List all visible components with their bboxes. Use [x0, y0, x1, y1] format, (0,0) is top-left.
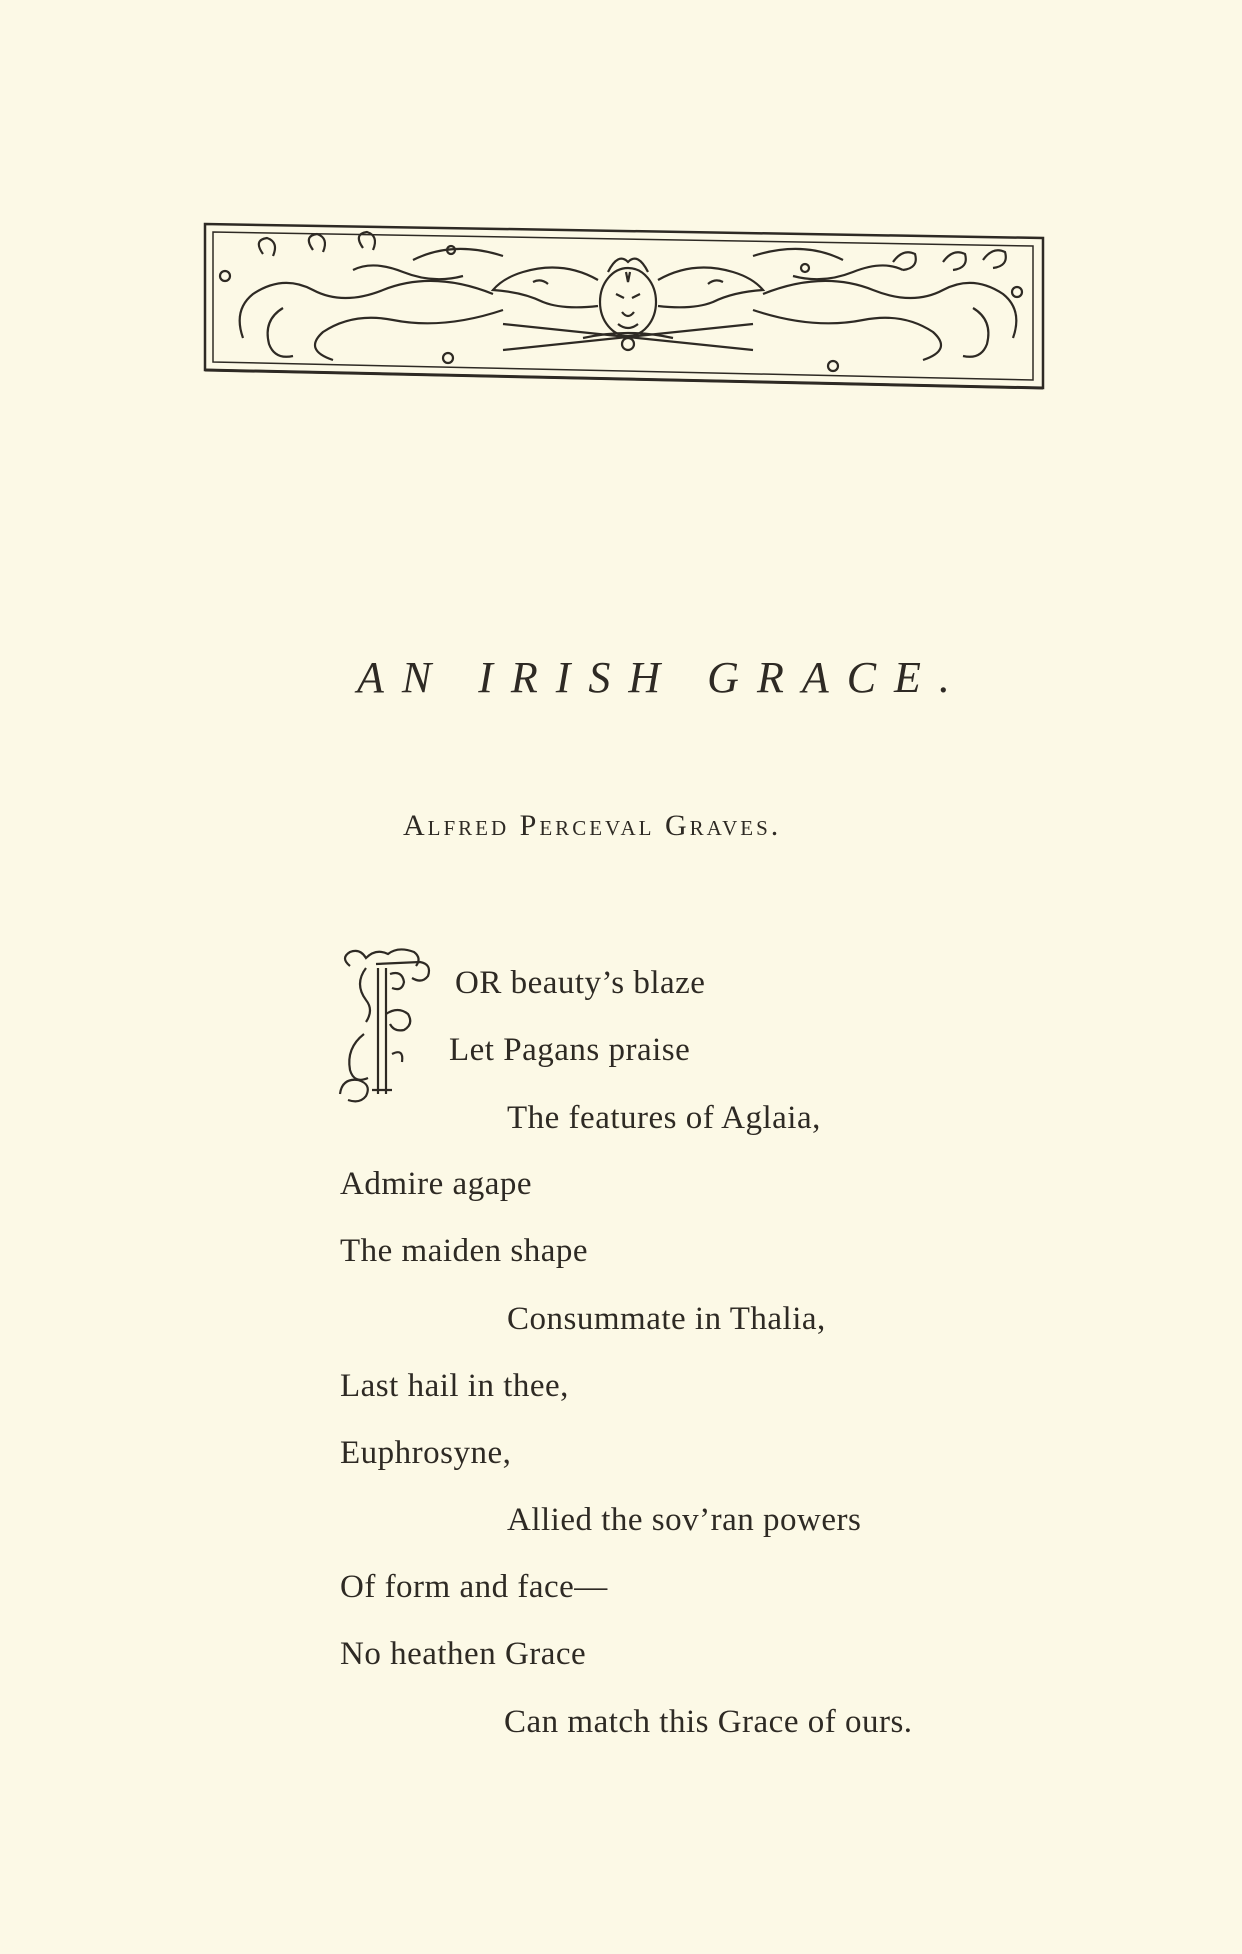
poem-line: No heathen Grace	[340, 1636, 587, 1672]
poem-line: OR beauty’s blaze	[455, 965, 706, 1001]
poem-line: Consummate in Thalia,	[507, 1301, 826, 1337]
poem-line: Can match this Grace of ours.	[504, 1704, 913, 1740]
poem-line: Let Pagans praise	[449, 1032, 691, 1068]
poem-title: AN IRISH GRACE.	[357, 653, 968, 702]
poem-author: Alfred Perceval Graves.	[403, 809, 782, 842]
poem-line: The features of Aglaia,	[507, 1100, 821, 1136]
poem-line: Euphrosyne,	[340, 1435, 512, 1471]
poem-line: Last hail in thee,	[340, 1368, 569, 1404]
poem-line: The maiden shape	[340, 1233, 589, 1269]
poem-line: Allied the sov’ran powers	[507, 1502, 862, 1538]
poem-line: Admire agape	[340, 1166, 532, 1202]
poem-line: Of form and face—	[340, 1569, 608, 1605]
